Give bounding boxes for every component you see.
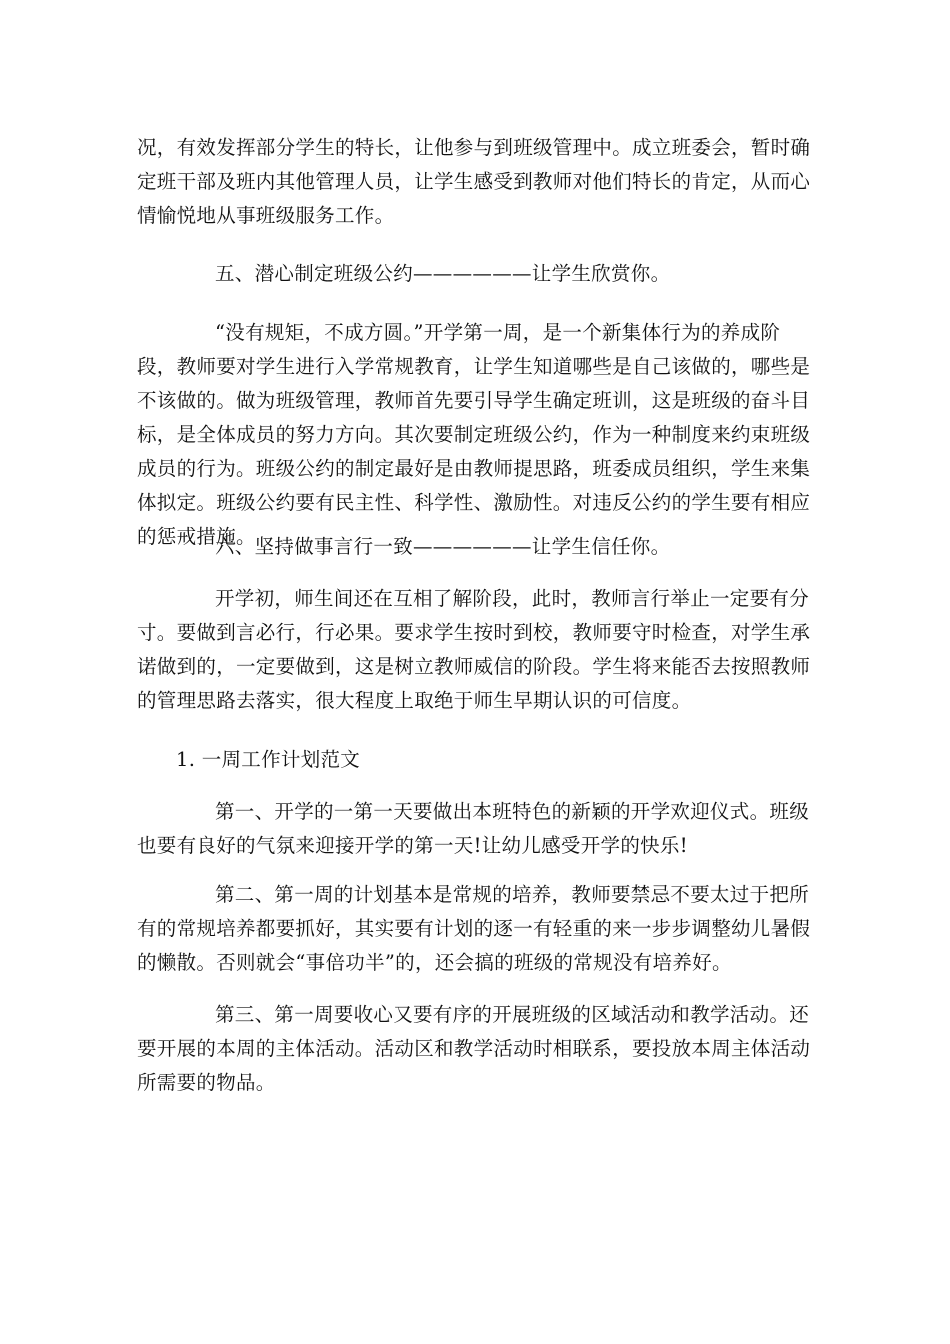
- paragraph-third: 第三、第一周要收心又要有序的开展班级的区域活动和教学活动。还要开展的本周的主体活动。活动区和教学活动时相联系，要投放本周主体活动所需要的物品。: [137, 1003, 811, 1094]
- paragraph-class-convention: “没有规矩，不成方圆。”开学第一周，是一个新集体行为的养成阶段，教师要对学生进行入学常规教育，让学生知道哪些是自己该做的，哪些是不该做的。做为班级管理，教师首先要引导学生确定班训，这是班级的奋斗目标，是全体成员的努力方向。其次要制定班级公约，作为一种制度来约束班级成员的行为。班级公约的制定最好是由教师提思路，班委成员组织，学生来集体拟定。班级公约要有民主性、科学性、激励性。对违反公约的学生要有相应的惩戒措施。: [137, 321, 811, 548]
- heading-section-six: 六、坚持做事言行一致——————让学生信任你。: [215, 535, 671, 558]
- paragraph-class-committee: 况，有效发挥部分学生的特长，让他参与到班级管理中。成立班委会，暂时确定班干部及班内其他管理人员，让学生感受到教师对他们特长的肯定，从而心情愉悦地从事班级服务工作。: [137, 136, 811, 227]
- heading-weekly-plan: 1. 一周工作计划范文: [176, 748, 361, 771]
- heading-section-five: 五、潜心制定班级公约——————让学生欣赏你。: [215, 262, 671, 285]
- paragraph-second: 第二、第一周的计划基本是常规的培养，教师要禁忌不要太过于把所有的常规培养都要抓好，其实要有计划的逐一有轻重的来一步步调整幼儿暑假的懒散。否则就会“事倍功半”的，还会搞的班级的常规没有培养好。: [137, 883, 811, 974]
- paragraph-consistency: 开学初，师生间还在互相了解阶段，此时，教师言行举止一定要有分寸。要做到言必行，行必果。要求学生按时到校，教师要守时检查，对学生承诺做到的，一定要做到，这是树立教师威信的阶段。学生将来能否去按照教师的管理思路去落实，很大程度上取绝于师生早期认识的可信度。: [137, 587, 811, 712]
- paragraph-first: 第一、开学的一第一天要做出本班特色的新颖的开学欢迎仪式。班级也要有良好的气氛来迎接开学的第一天!让幼儿感受开学的快乐!: [137, 800, 810, 857]
